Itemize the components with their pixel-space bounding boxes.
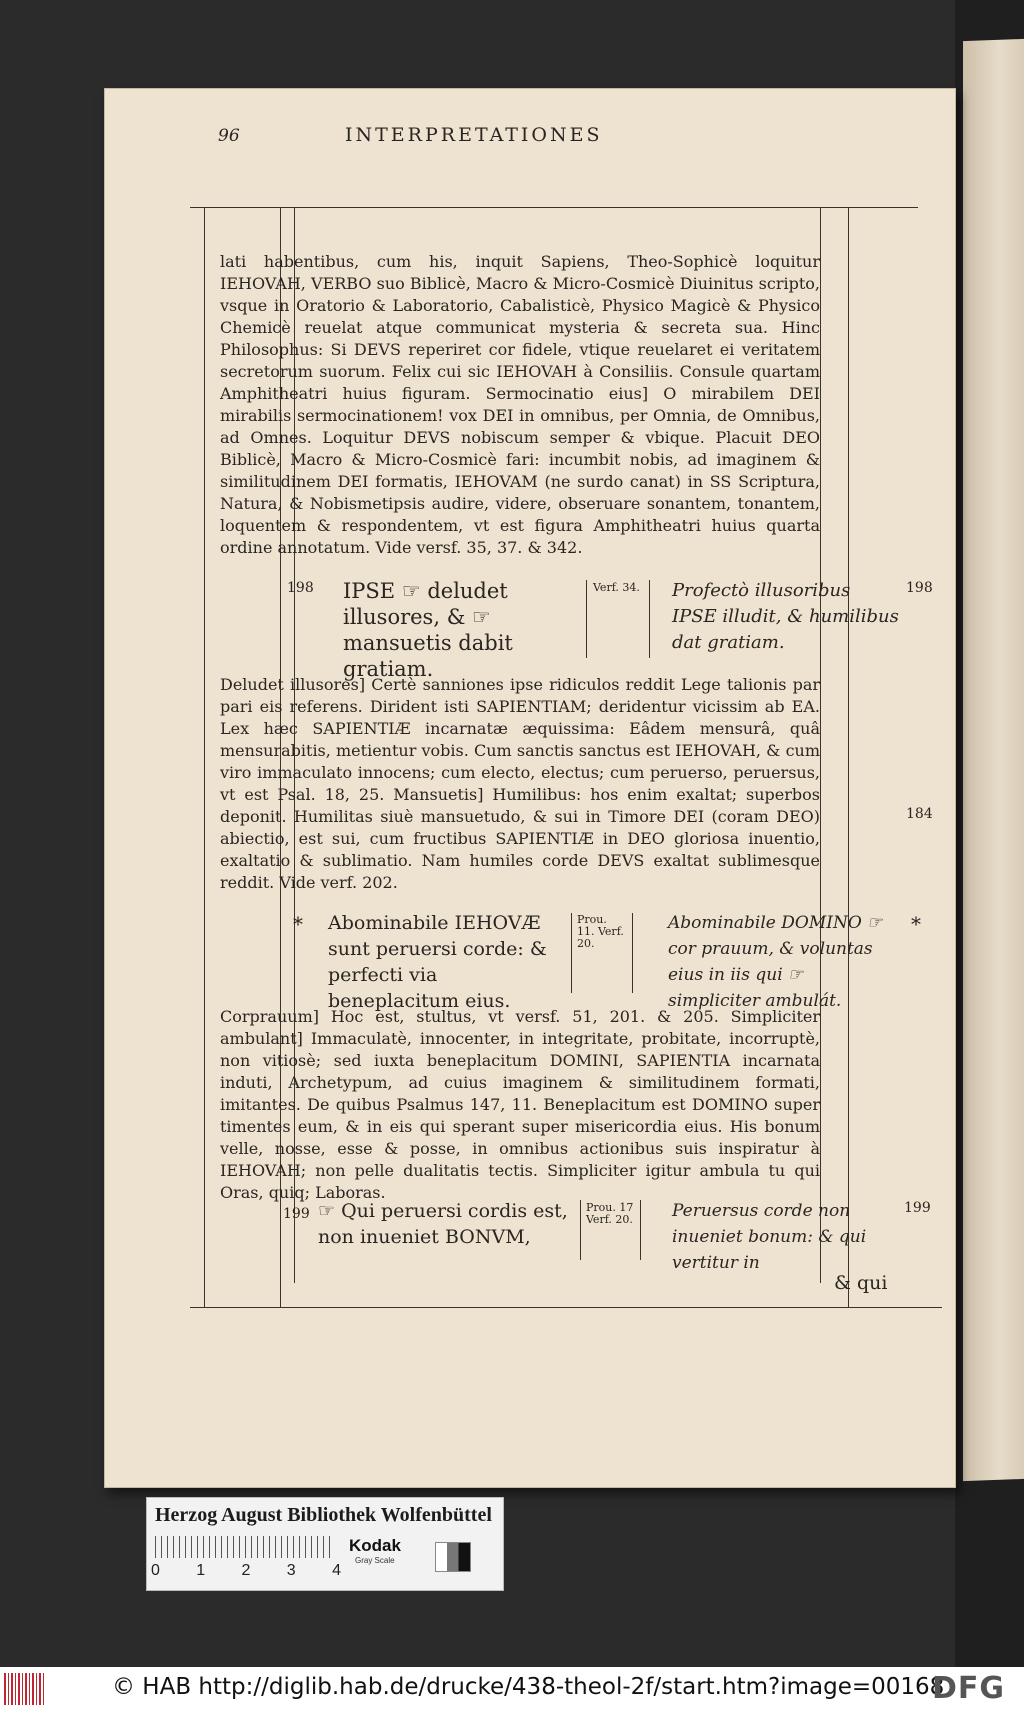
verse-gloss: Abominabile DOMINO ☞ cor prauum, & voluntas eius in iis qui ☞ simpliciter ambulát. [668,913,883,1011]
commentary-paragraph-2 [220,674,820,894]
verse-divider [580,1200,581,1260]
dfg-logo: DFG [932,1671,1006,1706]
verse-marker-left: * [293,912,303,936]
verse-divider [571,913,572,993]
verse-marker-right: * [911,912,921,936]
color-scale-card [146,1497,504,1591]
kodak-subtitle: Gray Scale [355,1556,395,1565]
card-title: Herzog August Bibliothek Wolfenbüttel [155,1504,492,1526]
running-head-title: INTERPRETATIONES [345,124,603,146]
verse-latin: ☞ Qui peruersi cordis est, non inueniet BONVM, [318,1200,568,1248]
commentary-paragraph-3 [220,1006,820,1204]
paragraph-text: Corprauum] Hoc est, stultus, vt versf. 51, 201. & 205. Simpliciter ambulant] Immaculatè, innocenter, in integritate, probitate, incorruptè, non vitiosè; sed iuxta beneplacitum DOMINI, SAPIENTIA incarnata induti, Archetypum, ad cuius imaginem & similitudinem formati, imitantes. De quibus Psalmus 147, 11. Beneplacitum est DOMINO super timentes eum, & in eis qui sperant super misericordia eius. His bonum velle, nosse, esse & posse, in omnibus actionibus suis inspiratur à IEHOVAH; non pelle dualitatis tectis. Simpliciter igitur ambula tu qui Oras, quiq; Laboras. [220,1007,820,1202]
commentary-paragraph-1 [220,251,820,559]
text-right-rule [820,208,821,1283]
verse-number-right: 199 [904,1200,931,1216]
catchword: & qui [834,1272,888,1294]
ruler-number: 3 [286,1562,296,1579]
folio-number: 96 [218,126,240,146]
next-page-edge [963,39,1024,1481]
verse-number-left: 198 [287,580,314,596]
verse-reference: Verf. 34. [593,581,640,594]
paragraph-text: Deludet illusores] Certè sanniones ipse ridiculos reddit Lege talionis par pari eis referens. Dirident isti SAPIENTIAM; deridentur vicissim ab EA. Lex hæc SAPIENTIÆ incarnatæ æquissima: Eâdem mensurâ, quâ mensurabitis, metientur vobis. Cum sanctis sanctus est IEHOVAH, & cum viro immaculato innocens; cum electo, electus; cum peruerso, peruersus, vt est Psal. 18, 25. Mansuetis] Humilibus: hos enim exaltat; superbos deponit. Humilitas siuè mansuetudo, & sui in Timore DEI (coram DEO) abiectio, est sui, cum fructibus SAPIENTIÆ in DEO gloriosa inuentio, exaltatio & sublimatio. Nam humiles corde DEVS exaltat sublimesque reddit. Vide verf. 202. [220,675,820,892]
ruler-number: 4 [332,1562,341,1579]
verse-divider [649,580,650,658]
verse-number-left: 199 [283,1206,310,1222]
ruler-numbers [151,1562,341,1580]
paragraph-text: lati habentibus, cum his, inquit Sapiens, Theo-Sophicè loquitur IEHOVAH, VERBO suo Biblicè, Macro & Micro-Cosmicè Diuinitus scripto, vsque in Oratorio & Laboratorio, Cabalisticè, Physico Magicè & Physico Chemicè reuelat atque communicat mysteria & secreta sua. Hinc Philosophus: Si DEVS reperiret cor fidele, vtique reuelaret ei veritatem secretorum suorum. Felix cui sic IEHOVAH à Consiliis. Consule quartam Amphitheatri huius figuram. Sermocinatio eius] O mirabilem DEI mirabilis sermocinationem! vox DEI in omnibus, per Omnia, de Omnibus, ad Omnes. Loquitur DEVS nobiscum semper & vbique. Placuit DEO Biblicè, Macro & Micro-Cosmicè fari: incumbit nobis, ad imaginem & similitudinem DEI formatis, IEHOVAM (ne surdo canat) in SS Scriptura, Natura, & Nobismetipsis audire, videre, obseruare sonantem, tonantem, loquentem & respondentem, vt est figura Amphitheatri huius quarta ordine annotatum. Vide versf. 35, 37. & 342. [220,252,820,557]
verse-latin: IPSE ☞ deludet illusores, & ☞ mansuetis dabit gratiam. [343,579,513,681]
verse-reference: Prou. 11. Verf. 20. [577,913,624,950]
verse-number-right: 198 [906,580,933,596]
verse-divider [632,913,633,993]
verse-gloss: Peruersus corde non inueniet bonum: & qui vertitur in [672,1201,867,1273]
ruler-number: 1 [196,1562,206,1579]
barcode-icon [4,1673,44,1705]
frame-left-rule [204,207,205,1307]
ruler-number: 0 [151,1562,160,1579]
verse-divider [586,580,587,658]
frame-bottom-rule [190,1307,942,1308]
verse-reference: Prou. 17 Verf. 20. [586,1201,634,1226]
footer-bar [0,1667,1024,1711]
verse-gloss: Profectò illusoribus IPSE illudit, & humilibus dat gratiam. [672,580,899,653]
frame-top-rule [190,207,918,208]
ruler-number: 2 [241,1562,251,1579]
margin-note: 184 [906,806,933,822]
kodak-logo: Kodak [349,1536,401,1555]
frame-right-rule [848,207,849,1307]
verse-divider [640,1200,641,1260]
verse-latin: Abominabile IEHOVÆ sunt peruersi corde: & perfecti via beneplacitum eius. [328,912,547,1012]
footer-url[interactable]: © HAB http://diglib.hab.de/drucke/438-theol-2f/start.htm?image=00168 [112,1674,945,1700]
ruler [155,1536,335,1558]
gray-patch [435,1542,471,1572]
